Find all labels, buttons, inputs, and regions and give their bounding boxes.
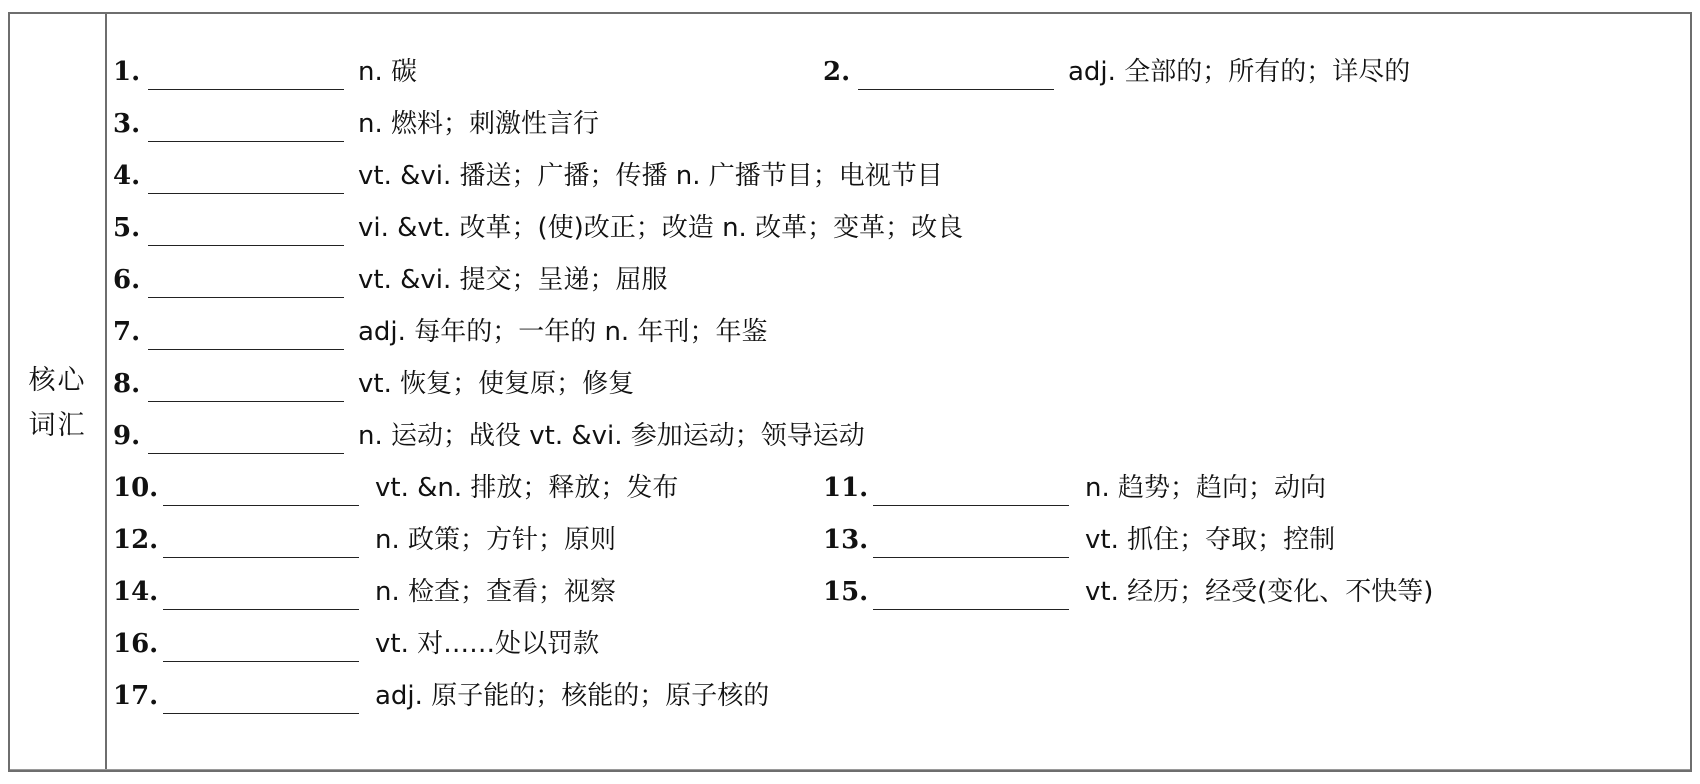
entry-meaning: vt. 经历；经受(变化、不快等) — [1085, 577, 1434, 607]
entry-meaning: n. 趋势；趋向；动向 — [1085, 473, 1327, 503]
answer-blank[interactable] — [163, 661, 359, 662]
answer-blank[interactable] — [163, 557, 359, 558]
entry-number: 7. — [113, 317, 141, 347]
entry-meaning: adj. 原子能的；核能的；原子核的 — [375, 681, 770, 711]
answer-blank[interactable] — [148, 297, 344, 298]
section-label-line2: 词汇 — [28, 410, 87, 441]
answer-blank[interactable] — [873, 557, 1069, 558]
entry-meaning: n. 政策；方针；原则 — [375, 525, 617, 555]
answer-blank[interactable] — [858, 89, 1054, 90]
entry-number: 4. — [113, 161, 141, 191]
entry-meaning: n. 碳 — [358, 57, 418, 87]
answer-blank[interactable] — [148, 453, 344, 454]
entry-number: 3. — [113, 109, 141, 139]
entry-number: 10. — [113, 473, 159, 503]
answer-blank[interactable] — [163, 713, 359, 714]
answer-blank[interactable] — [163, 609, 359, 610]
entry-meaning: vt. 抓住；夺取；控制 — [1085, 525, 1336, 555]
table-bottom-border — [10, 769, 1690, 770]
entry-number: 14. — [113, 577, 159, 607]
answer-blank[interactable] — [148, 193, 344, 194]
entry-meaning: vt. 恢复；使复原；修复 — [358, 369, 635, 399]
entry-meaning: vi. &vt. 改革；(使)改正；改造 n. 改革；变革；改良 — [358, 213, 964, 243]
entry-number: 2. — [823, 57, 851, 87]
answer-blank[interactable] — [148, 349, 344, 350]
answer-blank[interactable] — [873, 609, 1069, 610]
entry-meaning: vt. &n. 排放；释放；发布 — [375, 473, 679, 503]
entry-number: 15. — [823, 577, 869, 607]
entry-number: 16. — [113, 629, 159, 659]
entry-number: 12. — [113, 525, 159, 555]
entry-number: 6. — [113, 265, 141, 295]
entry-meaning: n. 运动；战役 vt. &vi. 参加运动；领导运动 — [358, 421, 865, 451]
entry-number: 17. — [113, 681, 159, 711]
section-label-cell — [10, 14, 107, 770]
entry-meaning: adj. 全部的；所有的；详尽的 — [1068, 57, 1411, 87]
answer-blank[interactable] — [148, 401, 344, 402]
entry-meaning: n. 检查；查看；视察 — [375, 577, 617, 607]
answer-blank[interactable] — [148, 89, 344, 90]
entry-number: 13. — [823, 525, 869, 555]
entry-meaning: adj. 每年的；一年的 n. 年刊；年鉴 — [358, 317, 768, 347]
entry-meaning: n. 燃料；刺激性言行 — [358, 109, 600, 139]
entry-number: 1. — [113, 57, 141, 87]
entry-meaning: vt. &vi. 播送；广播；传播 n. 广播节目；电视节目 — [358, 161, 943, 191]
answer-blank[interactable] — [873, 505, 1069, 506]
answer-blank[interactable] — [163, 505, 359, 506]
entry-number: 5. — [113, 213, 141, 243]
entry-number: 11. — [823, 473, 869, 503]
section-label-line1: 核心 — [28, 365, 87, 396]
entry-meaning: vt. 对……处以罚款 — [375, 629, 600, 659]
entry-number: 9. — [113, 421, 141, 451]
entry-meaning: vt. &vi. 提交；呈递；屈服 — [358, 265, 668, 295]
answer-blank[interactable] — [148, 141, 344, 142]
answer-blank[interactable] — [148, 245, 344, 246]
entry-number: 8. — [113, 369, 141, 399]
vocabulary-table — [8, 12, 1692, 772]
